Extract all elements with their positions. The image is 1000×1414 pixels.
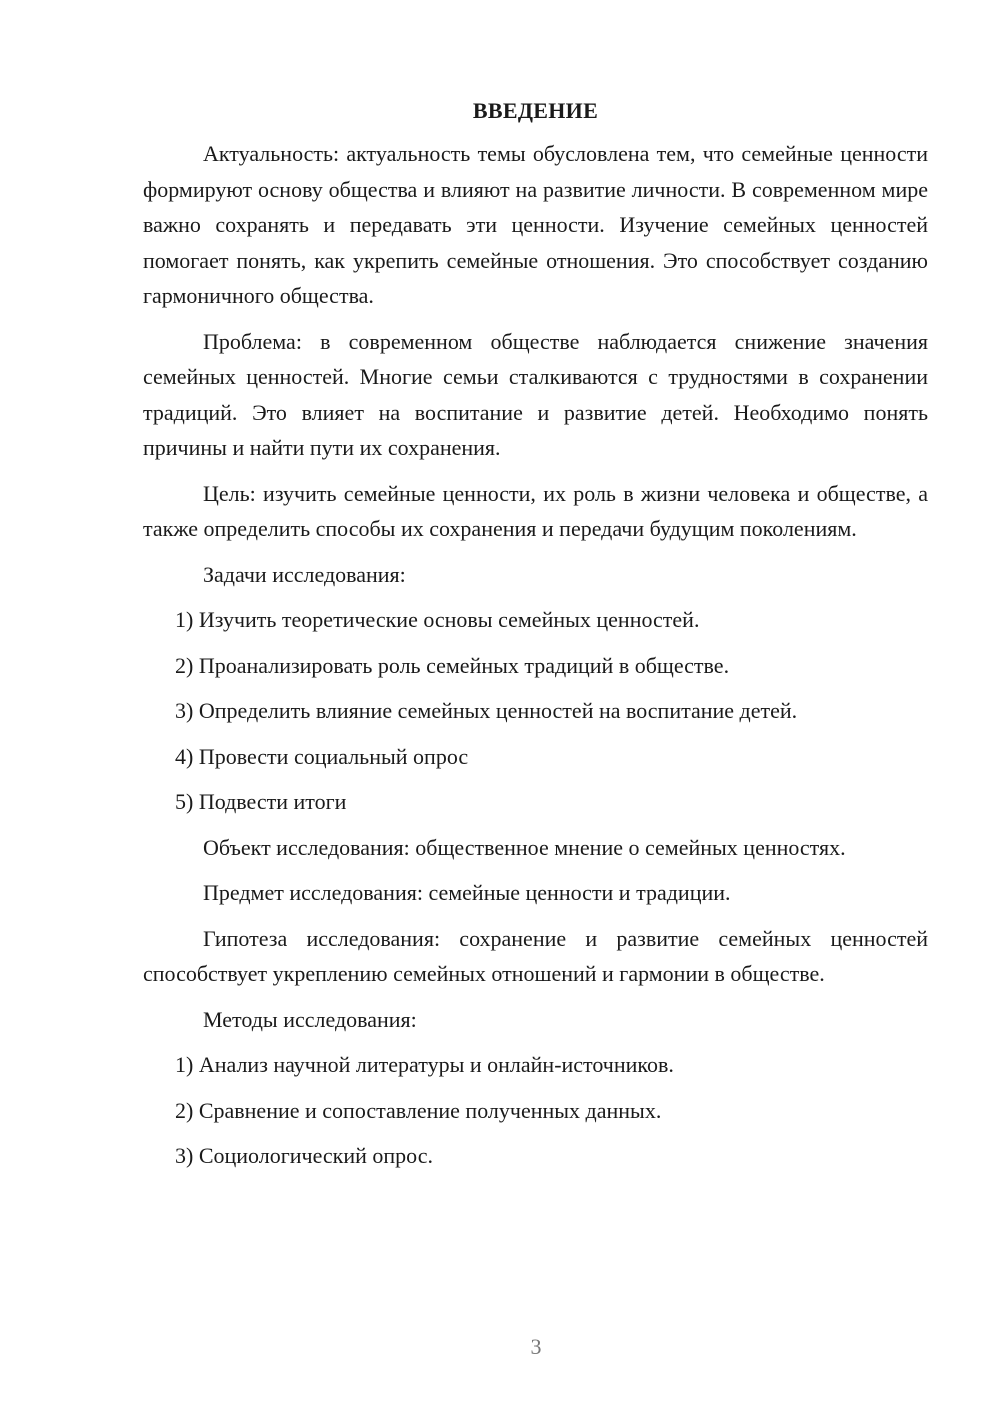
tasks-title: Задачи исследования:	[203, 561, 406, 587]
problem-paragraph: Проблема: в современном обществе наблюдается снижение значения семейных ценностей. Многие семьи сталкиваются с трудностями в сохранении традиций. Это влияет на воспитание и развитие детей. Необходимо понять причины и найти пути их сохранения.	[143, 328, 928, 460]
object-line: Объект исследования: общественное мнение о семейных ценностях.	[203, 834, 846, 860]
hypothesis-paragraph: Гипотеза исследования: сохранение и развитие семейных ценностей способствует укреплению семейных отношений и гармонии в обществе.	[143, 925, 928, 986]
method-item: 2) Сравнение и сопоставление полученных данных.	[175, 1097, 662, 1123]
task-item: 4) Провести социальный опрос	[175, 743, 469, 769]
task-item: 1) Изучить теоретические основы семейных ценностей.	[175, 607, 700, 632]
methods-title: Методы исследования:	[203, 1006, 417, 1032]
method-item: 3) Социологический опрос.	[175, 1143, 433, 1168]
page-number: 3	[530, 1334, 542, 1359]
method-item: 1) Анализ научной литературы и онлайн-источников.	[175, 1052, 674, 1077]
goal-paragraph: Цель: изучить семейные ценности, их роль в жизни человека и обществе, а также определить способы их сохранения и передачи будущим поколениям.	[143, 480, 928, 541]
section-heading: ВВЕДЕНИЕ	[472, 98, 599, 123]
task-item: 2) Проанализировать роль семейных традиций в обществе.	[175, 652, 730, 678]
task-item: 5) Подвести итоги	[175, 789, 347, 814]
subject-line: Предмет исследования: семейные ценности и традиции.	[203, 880, 731, 905]
relevance-paragraph: Актуальность: актуальность темы обусловлена тем, что семейные ценности формируют основу общества и влияют на развитие личности. В современном мире важно сохранять и передавать эти ценности. Изучение семейных ценностей помогает понять, как укрепить семейные отношения. Это способствует созданию гармоничного общества.	[143, 141, 928, 308]
page-content	[143, 96, 928, 1184]
task-item: 3) Определить влияние семейных ценностей на воспитание детей.	[175, 698, 798, 723]
